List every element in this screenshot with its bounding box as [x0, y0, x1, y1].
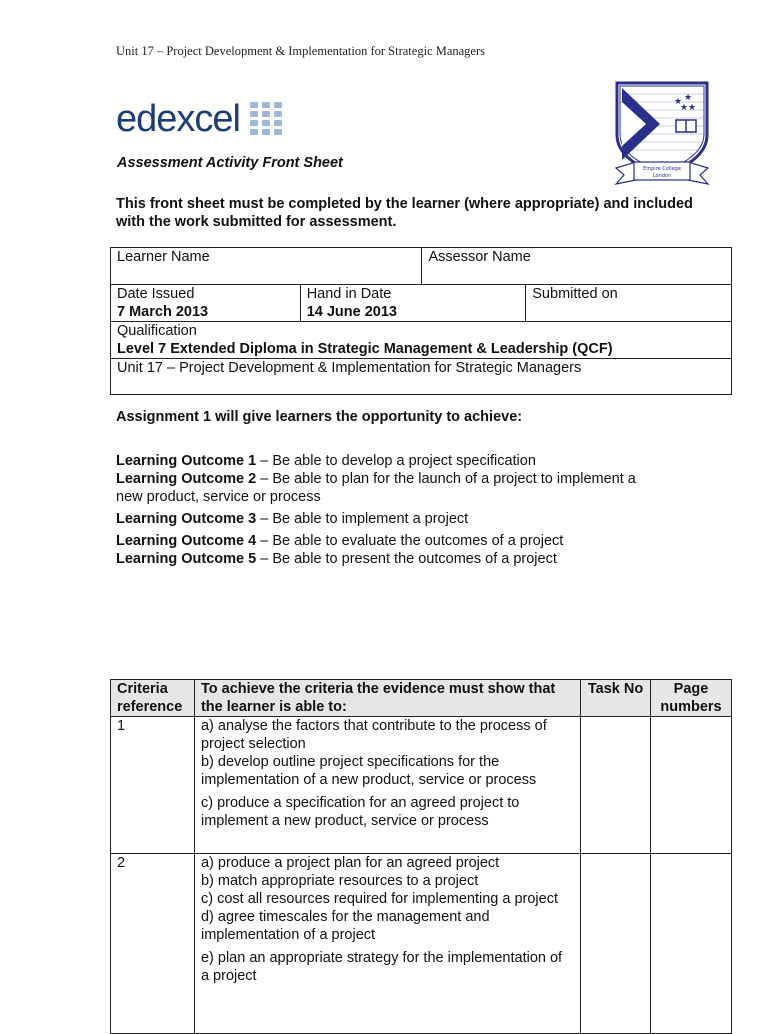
criteria-ref-cell: 2: [111, 854, 195, 1034]
svg-text:★: ★: [680, 103, 689, 113]
svg-text:★: ★: [684, 93, 693, 103]
outcome-label: Learning Outcome 4: [116, 533, 257, 549]
svg-text:★: ★: [688, 103, 697, 113]
criterion-item: b) match appropriate resources to a project: [200, 873, 479, 889]
evidence-cell: [194, 717, 580, 854]
page-numbers-header: Page numbers: [650, 680, 731, 717]
unit-cell: [111, 359, 732, 395]
criterion-item: d) agree timescales for the management and implementation of a project: [200, 909, 490, 943]
qualification-label: Qualification: [117, 323, 197, 339]
page-numbers-cell[interactable]: [650, 854, 731, 1034]
date-issued-value: 7 March 2013: [117, 304, 209, 320]
qualification-value: Level 7 Extended Diploma in Strategic Management & Leadership (QCF): [117, 341, 613, 357]
criterion-item: c) produce a specification for an agreed project to implement a new product, service or process: [200, 795, 520, 829]
criterion-item: c) cost all resources required for implementing a project: [200, 891, 558, 907]
assignment-heading: Assignment 1 will give learners the opportunity to achieve:: [116, 409, 523, 425]
criterion-item: e) plan an appropriate strategy for the implementation of a project: [200, 950, 563, 984]
date-issued-cell: [111, 285, 301, 322]
svg-text:★: ★: [674, 97, 683, 107]
submitted-on-label: Submitted on: [532, 286, 618, 302]
task-no-header: Task No: [581, 680, 651, 717]
hand-in-date-label: Hand in Date: [306, 286, 392, 302]
edexcel-logo: [116, 100, 284, 138]
table-row: [111, 854, 732, 1034]
criterion-item: a) produce a project plan for an agreed project: [200, 855, 500, 871]
logo-dots-icon: [250, 102, 284, 136]
evidence-cell: [194, 854, 580, 1034]
crest-label-line1: Empire College: [643, 166, 681, 172]
learning-outcome-1: [116, 452, 636, 470]
criteria-ref-cell: 1: [111, 717, 195, 854]
criterion-item: b) develop outline project specifications for the implementation of a new product, service or process: [200, 754, 537, 788]
logo-wordmark: edexcel: [116, 98, 240, 140]
learning-outcomes-list: [116, 452, 636, 568]
outcome-label: Learning Outcome 2: [116, 471, 257, 487]
criteria-header-row: [111, 680, 732, 717]
crest-label-line2: London: [652, 173, 672, 179]
assessor-name-cell[interactable]: [422, 248, 732, 285]
criterion-item: a) analyse the factors that contribute to the process of project selection: [200, 718, 547, 752]
table-row: [111, 717, 732, 854]
submitted-on-cell[interactable]: [526, 285, 732, 322]
assessor-name-label: Assessor Name: [428, 249, 531, 265]
learning-outcome-3: [116, 510, 636, 528]
learner-info-table: [110, 247, 732, 395]
criteria-table: [110, 679, 732, 1034]
criteria-reference-header: Criteria reference: [111, 680, 195, 717]
college-crest: [612, 80, 712, 186]
intro-text: This front sheet must be completed by the learner (where appropriate) and included with the work submitted for assessment.: [116, 196, 693, 230]
form-subtitle: Assessment Activity Front Sheet: [117, 155, 343, 171]
outcome-label: Learning Outcome 3: [116, 511, 257, 527]
learner-name-label: Learner Name: [117, 249, 210, 265]
outcome-text: – Be able to implement a project: [256, 511, 469, 527]
evidence-header: To achieve the criteria the evidence must show that the learner is able to:: [194, 680, 580, 717]
page-numbers-cell[interactable]: [650, 717, 731, 854]
outcome-text: – Be able to evaluate the outcomes of a project: [256, 533, 564, 549]
outcome-text: – Be able to plan for the launch of a project to implement a new product, service or process: [116, 471, 636, 505]
learner-name-cell[interactable]: [111, 248, 422, 285]
outcome-label: Learning Outcome 1: [116, 453, 257, 469]
outcome-text: – Be able to develop a project specification: [256, 453, 536, 469]
document-header: Unit 17 – Project Development & Implementation for Strategic Managers: [116, 44, 486, 58]
learning-outcome-4: [116, 532, 636, 550]
hand-in-date-value: 14 June 2013: [306, 304, 397, 320]
outcome-text: – Be able to present the outcomes of a project: [256, 551, 557, 567]
outcome-label: Learning Outcome 5: [116, 551, 257, 567]
qualification-cell: [111, 322, 732, 359]
date-issued-label: Date Issued: [117, 286, 195, 302]
unit-title: Unit 17 – Project Development & Implementation for Strategic Managers: [117, 360, 582, 376]
task-no-cell[interactable]: [581, 854, 651, 1034]
learning-outcome-2: [116, 470, 636, 506]
learning-outcome-5: [116, 550, 636, 568]
hand-in-date-cell: [300, 285, 526, 322]
task-no-cell[interactable]: [581, 717, 651, 854]
